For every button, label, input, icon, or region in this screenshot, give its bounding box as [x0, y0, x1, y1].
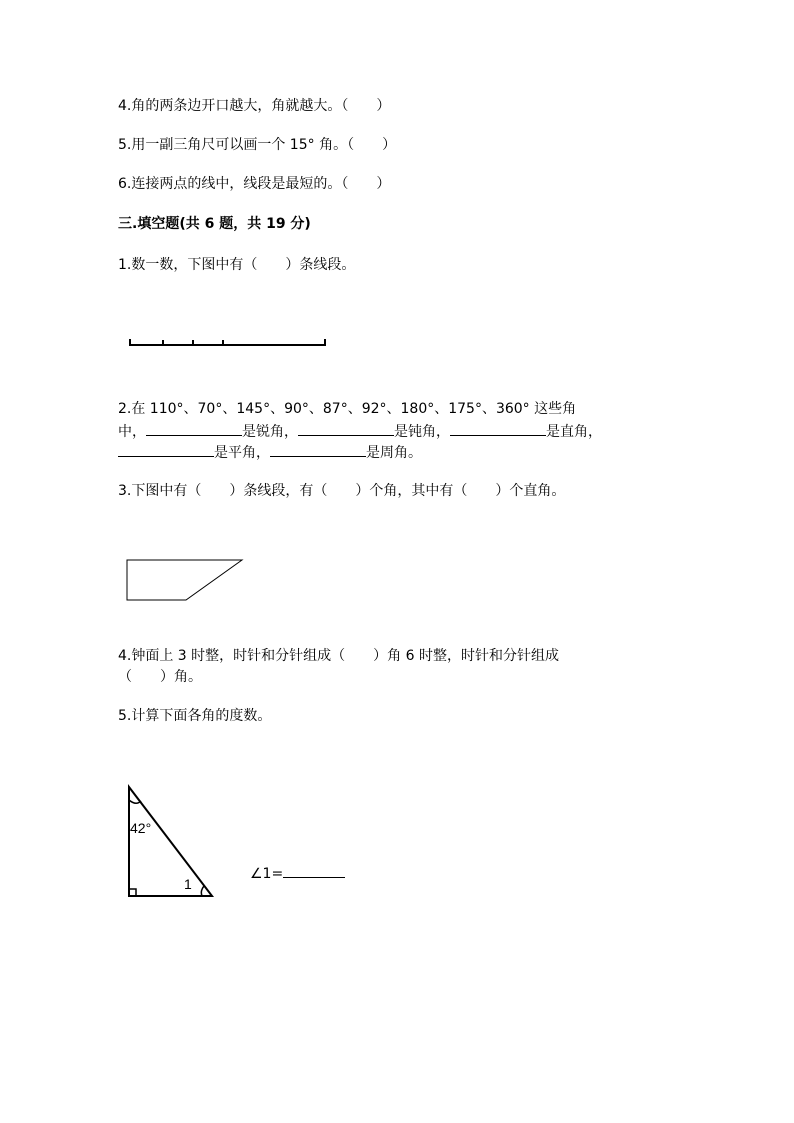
q2-text-zhong: 中， [118, 424, 146, 440]
angle-1-answer-blank[interactable] [283, 863, 345, 878]
blank-acute[interactable] [146, 421, 242, 436]
given-angle-label: 42° [130, 820, 152, 836]
blank-right[interactable] [450, 421, 546, 436]
angle-1-answer [250, 863, 345, 882]
q2-text-acute: 是锐角， [242, 424, 298, 440]
fill-question-2-line3 [118, 442, 422, 463]
right-triangle-figure [126, 784, 216, 900]
trapezoid-figure [126, 559, 246, 603]
section-title: 三.填空题(共 6 题，共 19 分) [118, 216, 311, 232]
judge-question-5: 5.用一副三角尺可以画一个 15° 角。（ ） [118, 137, 397, 153]
fill-question-2-line1: 2.在 110°、70°、145°、90°、87°、92°、180°、175°、360° 这些角 [118, 401, 577, 417]
judge-question-6: 6.连接两点的线中，线段是最短的。（ ） [118, 176, 391, 192]
angle-1-label: 1 [184, 876, 192, 892]
fill-question-5: 5.计算下面各角的度数。 [118, 708, 272, 724]
line-segment-figure [128, 338, 328, 350]
blank-round[interactable] [270, 442, 366, 457]
q2-text-round: 是周角。 [366, 445, 422, 461]
q2-text-obtuse: 是钝角， [394, 424, 450, 440]
angle-1-answer-label: ∠1= [250, 866, 284, 882]
fill-question-1: 1.数一数，下图中有（ ）条线段。 [118, 257, 356, 273]
q2-text-straight: 是平角， [214, 445, 270, 461]
q2-text-right: 是直角， [546, 424, 602, 440]
fill-question-2-line2 [118, 421, 602, 442]
fill-question-4-line2: （ ）角。 [118, 669, 202, 685]
blank-obtuse[interactable] [298, 421, 394, 436]
judge-question-4: 4.角的两条边开口越大，角就越大。（ ） [118, 98, 391, 114]
fill-question-4-line1: 4.钟面上 3 时整，时针和分针组成（ ）角 6 时整，时针和分针组成 [118, 648, 559, 664]
blank-straight[interactable] [118, 442, 214, 457]
fill-question-3: 3.下图中有（ ）条线段，有（ ）个角，其中有（ ）个直角。 [118, 483, 566, 499]
